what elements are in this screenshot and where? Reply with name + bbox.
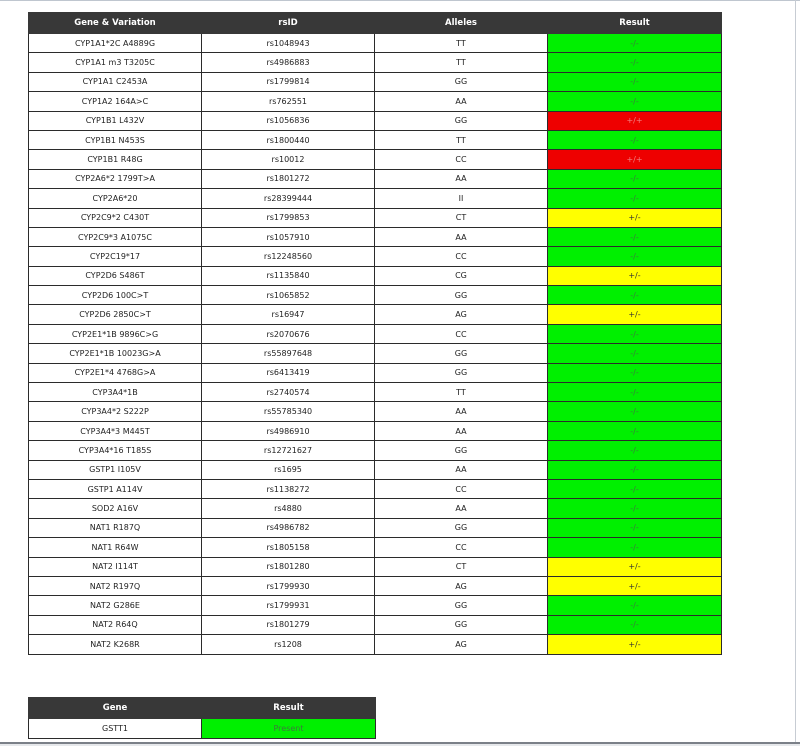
rsid-cell: rs1799931 xyxy=(202,596,375,615)
result-cell: +/- xyxy=(548,576,722,595)
gene-variation-cell: NAT2 R197Q xyxy=(29,576,202,595)
result-cell: -/- xyxy=(548,324,722,343)
result-cell: -/- xyxy=(548,34,722,53)
rsid-cell: rs1065852 xyxy=(202,286,375,305)
rsid-cell: rs55897648 xyxy=(202,344,375,363)
result-cell: -/- xyxy=(548,615,722,634)
gene-variation-cell: CYP1A1*2C A4889G xyxy=(29,34,202,53)
gene-variation-cell: NAT2 I114T xyxy=(29,557,202,576)
alleles-cell: AA xyxy=(375,92,548,111)
table-row xyxy=(29,34,722,53)
column-header-result: Result xyxy=(548,13,722,34)
alleles-cell: CC xyxy=(375,150,548,169)
column-header-gene: Gene xyxy=(29,698,202,719)
table-row xyxy=(29,635,722,654)
rsid-cell: rs28399444 xyxy=(202,189,375,208)
gene-variation-cell: NAT2 K268R xyxy=(29,635,202,654)
result-cell: -/- xyxy=(548,227,722,246)
rsid-cell: rs1801280 xyxy=(202,557,375,576)
gene-variation-cell: CYP2C9*3 A1075C xyxy=(29,227,202,246)
result-cell: +/+ xyxy=(548,150,722,169)
rsid-cell: rs1799930 xyxy=(202,576,375,595)
alleles-cell: CC xyxy=(375,538,548,557)
table-row xyxy=(29,150,722,169)
result-cell: +/- xyxy=(548,557,722,576)
result-cell: Present xyxy=(202,719,376,739)
alleles-cell: CC xyxy=(375,324,548,343)
result-cell: +/- xyxy=(548,635,722,654)
rsid-cell: rs1799853 xyxy=(202,208,375,227)
alleles-cell: GG xyxy=(375,596,548,615)
alleles-cell: AA xyxy=(375,402,548,421)
alleles-cell: TT xyxy=(375,130,548,149)
alleles-cell: AA xyxy=(375,499,548,518)
rsid-cell: rs12248560 xyxy=(202,247,375,266)
result-cell: -/- xyxy=(548,479,722,498)
result-cell: -/- xyxy=(548,538,722,557)
gene-variation-cell: GSTP1 A114V xyxy=(29,479,202,498)
table-row xyxy=(29,324,722,343)
rsid-cell: rs6413419 xyxy=(202,363,375,382)
rsid-cell: rs2740574 xyxy=(202,383,375,402)
genotype-results-body xyxy=(29,34,722,655)
result-cell: -/- xyxy=(548,518,722,537)
table-row xyxy=(29,189,722,208)
rsid-cell: rs4986910 xyxy=(202,421,375,440)
gene-variation-cell: CYP2C9*2 C430T xyxy=(29,208,202,227)
table-row xyxy=(29,247,722,266)
column-header-alleles: Alleles xyxy=(375,13,548,34)
alleles-cell: CG xyxy=(375,266,548,285)
gene-variation-cell: NAT1 R64W xyxy=(29,538,202,557)
column-header-rsid: rsID xyxy=(202,13,375,34)
table-row xyxy=(29,576,722,595)
alleles-cell: GG xyxy=(375,344,548,363)
rsid-cell: rs55785340 xyxy=(202,402,375,421)
result-cell: -/- xyxy=(548,421,722,440)
result-cell: -/- xyxy=(548,441,722,460)
alleles-cell: AA xyxy=(375,460,548,479)
rsid-cell: rs1799814 xyxy=(202,72,375,91)
rsid-cell: rs1048943 xyxy=(202,34,375,53)
alleles-cell: II xyxy=(375,189,548,208)
gene-variation-cell: CYP2E1*1B 9896C>G xyxy=(29,324,202,343)
gene-variation-cell: CYP2A6*20 xyxy=(29,189,202,208)
rsid-cell: rs1135840 xyxy=(202,266,375,285)
rsid-cell: rs1208 xyxy=(202,635,375,654)
rsid-cell: rs1056836 xyxy=(202,111,375,130)
gene-variation-cell: CYP3A4*1B xyxy=(29,383,202,402)
result-cell: -/- xyxy=(548,189,722,208)
gene-variation-cell: NAT2 G286E xyxy=(29,596,202,615)
table-row xyxy=(29,460,722,479)
rsid-cell: rs1801279 xyxy=(202,615,375,634)
rsid-cell: rs2070676 xyxy=(202,324,375,343)
gene-variation-cell: CYP3A4*16 T185S xyxy=(29,441,202,460)
rsid-cell: rs1805158 xyxy=(202,538,375,557)
result-cell: -/- xyxy=(548,92,722,111)
result-cell: +/- xyxy=(548,305,722,324)
result-cell: -/- xyxy=(548,344,722,363)
table-row xyxy=(29,499,722,518)
gene-variation-cell: CYP1B1 R48G xyxy=(29,150,202,169)
result-cell: -/- xyxy=(548,130,722,149)
gene-variation-cell: CYP1B1 N453S xyxy=(29,130,202,149)
alleles-cell: GG xyxy=(375,441,548,460)
result-cell: -/- xyxy=(548,72,722,91)
gene-variation-cell: CYP2C19*17 xyxy=(29,247,202,266)
gene-variation-cell: CYP2A6*2 1799T>A xyxy=(29,169,202,188)
result-cell: -/- xyxy=(548,402,722,421)
alleles-cell: AG xyxy=(375,305,548,324)
table-row xyxy=(29,344,722,363)
gene-variation-cell: CYP1A1 m3 T3205C xyxy=(29,53,202,72)
alleles-cell: CT xyxy=(375,557,548,576)
result-cell: -/- xyxy=(548,596,722,615)
gene-variation-cell: CYP3A4*3 M445T xyxy=(29,421,202,440)
rsid-cell: rs1801272 xyxy=(202,169,375,188)
table-row xyxy=(29,479,722,498)
table-row xyxy=(29,518,722,537)
result-cell: -/- xyxy=(548,363,722,382)
rsid-cell: rs10012 xyxy=(202,150,375,169)
gene-cell: GSTT1 xyxy=(29,719,202,739)
gene-variation-cell: CYP2D6 100C>T xyxy=(29,286,202,305)
table-row xyxy=(29,72,722,91)
alleles-cell: AA xyxy=(375,169,548,188)
result-cell: -/- xyxy=(548,169,722,188)
table-row xyxy=(29,363,722,382)
alleles-cell: AA xyxy=(375,421,548,440)
result-cell: -/- xyxy=(548,383,722,402)
gene-presence-table xyxy=(28,697,376,739)
gene-variation-cell: CYP1A2 164A>C xyxy=(29,92,202,111)
alleles-cell: GG xyxy=(375,72,548,91)
gene-variation-cell: NAT2 R64Q xyxy=(29,615,202,634)
rsid-cell: rs12721627 xyxy=(202,441,375,460)
table-row xyxy=(29,208,722,227)
column-header-gene-variation: Gene & Variation xyxy=(29,13,202,34)
table-row xyxy=(29,227,722,246)
table-row xyxy=(29,53,722,72)
alleles-cell: TT xyxy=(375,34,548,53)
window-right-edge xyxy=(795,0,796,746)
result-cell: +/- xyxy=(548,266,722,285)
table-row xyxy=(29,305,722,324)
gene-variation-cell: SOD2 A16V xyxy=(29,499,202,518)
alleles-cell: CC xyxy=(375,479,548,498)
rsid-cell: rs4986782 xyxy=(202,518,375,537)
table-row xyxy=(29,266,722,285)
alleles-cell: AG xyxy=(375,576,548,595)
gene-variation-cell: NAT1 R187Q xyxy=(29,518,202,537)
table-row xyxy=(29,615,722,634)
rsid-cell: rs762551 xyxy=(202,92,375,111)
alleles-cell: TT xyxy=(375,383,548,402)
table-row xyxy=(29,557,722,576)
table-row xyxy=(29,92,722,111)
table-row xyxy=(29,441,722,460)
rsid-cell: rs4986883 xyxy=(202,53,375,72)
genotype-results-table xyxy=(28,12,722,655)
result-cell: +/- xyxy=(548,208,722,227)
alleles-cell: GG xyxy=(375,111,548,130)
table-row xyxy=(29,538,722,557)
alleles-cell: GG xyxy=(375,363,548,382)
result-cell: +/+ xyxy=(548,111,722,130)
rsid-cell: rs16947 xyxy=(202,305,375,324)
table-row xyxy=(29,169,722,188)
table-row xyxy=(29,286,722,305)
rsid-cell: rs1695 xyxy=(202,460,375,479)
gene-variation-cell: CYP2D6 S486T xyxy=(29,266,202,285)
rsid-cell: rs1800440 xyxy=(202,130,375,149)
gene-variation-cell: CYP2E1*4 4768G>A xyxy=(29,363,202,382)
rsid-cell: rs1057910 xyxy=(202,227,375,246)
table-row xyxy=(29,383,722,402)
alleles-cell: GG xyxy=(375,286,548,305)
result-cell: -/- xyxy=(548,53,722,72)
window-top-edge xyxy=(0,0,800,7)
gene-variation-cell: CYP3A4*2 S222P xyxy=(29,402,202,421)
table-row xyxy=(29,421,722,440)
result-cell: -/- xyxy=(548,286,722,305)
alleles-cell: AA xyxy=(375,227,548,246)
gene-variation-cell: CYP1A1 C2453A xyxy=(29,72,202,91)
gene-presence-body xyxy=(29,719,376,739)
alleles-cell: GG xyxy=(375,615,548,634)
table-header-row xyxy=(29,13,722,34)
alleles-cell: AG xyxy=(375,635,548,654)
table-row xyxy=(29,596,722,615)
alleles-cell: TT xyxy=(375,53,548,72)
result-cell: -/- xyxy=(548,247,722,266)
result-cell: -/- xyxy=(548,499,722,518)
result-cell: -/- xyxy=(548,460,722,479)
gene-variation-cell: CYP2D6 2850C>T xyxy=(29,305,202,324)
column-header-result: Result xyxy=(202,698,376,719)
alleles-cell: CC xyxy=(375,247,548,266)
alleles-cell: GG xyxy=(375,518,548,537)
table-row xyxy=(29,719,376,739)
rsid-cell: rs4880 xyxy=(202,499,375,518)
table-header-row xyxy=(29,698,376,719)
gene-variation-cell: CYP1B1 L432V xyxy=(29,111,202,130)
gene-variation-cell: CYP2E1*1B 10023G>A xyxy=(29,344,202,363)
table-row xyxy=(29,111,722,130)
table-row xyxy=(29,130,722,149)
window-bottom-edge xyxy=(0,742,800,746)
rsid-cell: rs1138272 xyxy=(202,479,375,498)
table-row xyxy=(29,402,722,421)
gene-variation-cell: GSTP1 I105V xyxy=(29,460,202,479)
alleles-cell: CT xyxy=(375,208,548,227)
